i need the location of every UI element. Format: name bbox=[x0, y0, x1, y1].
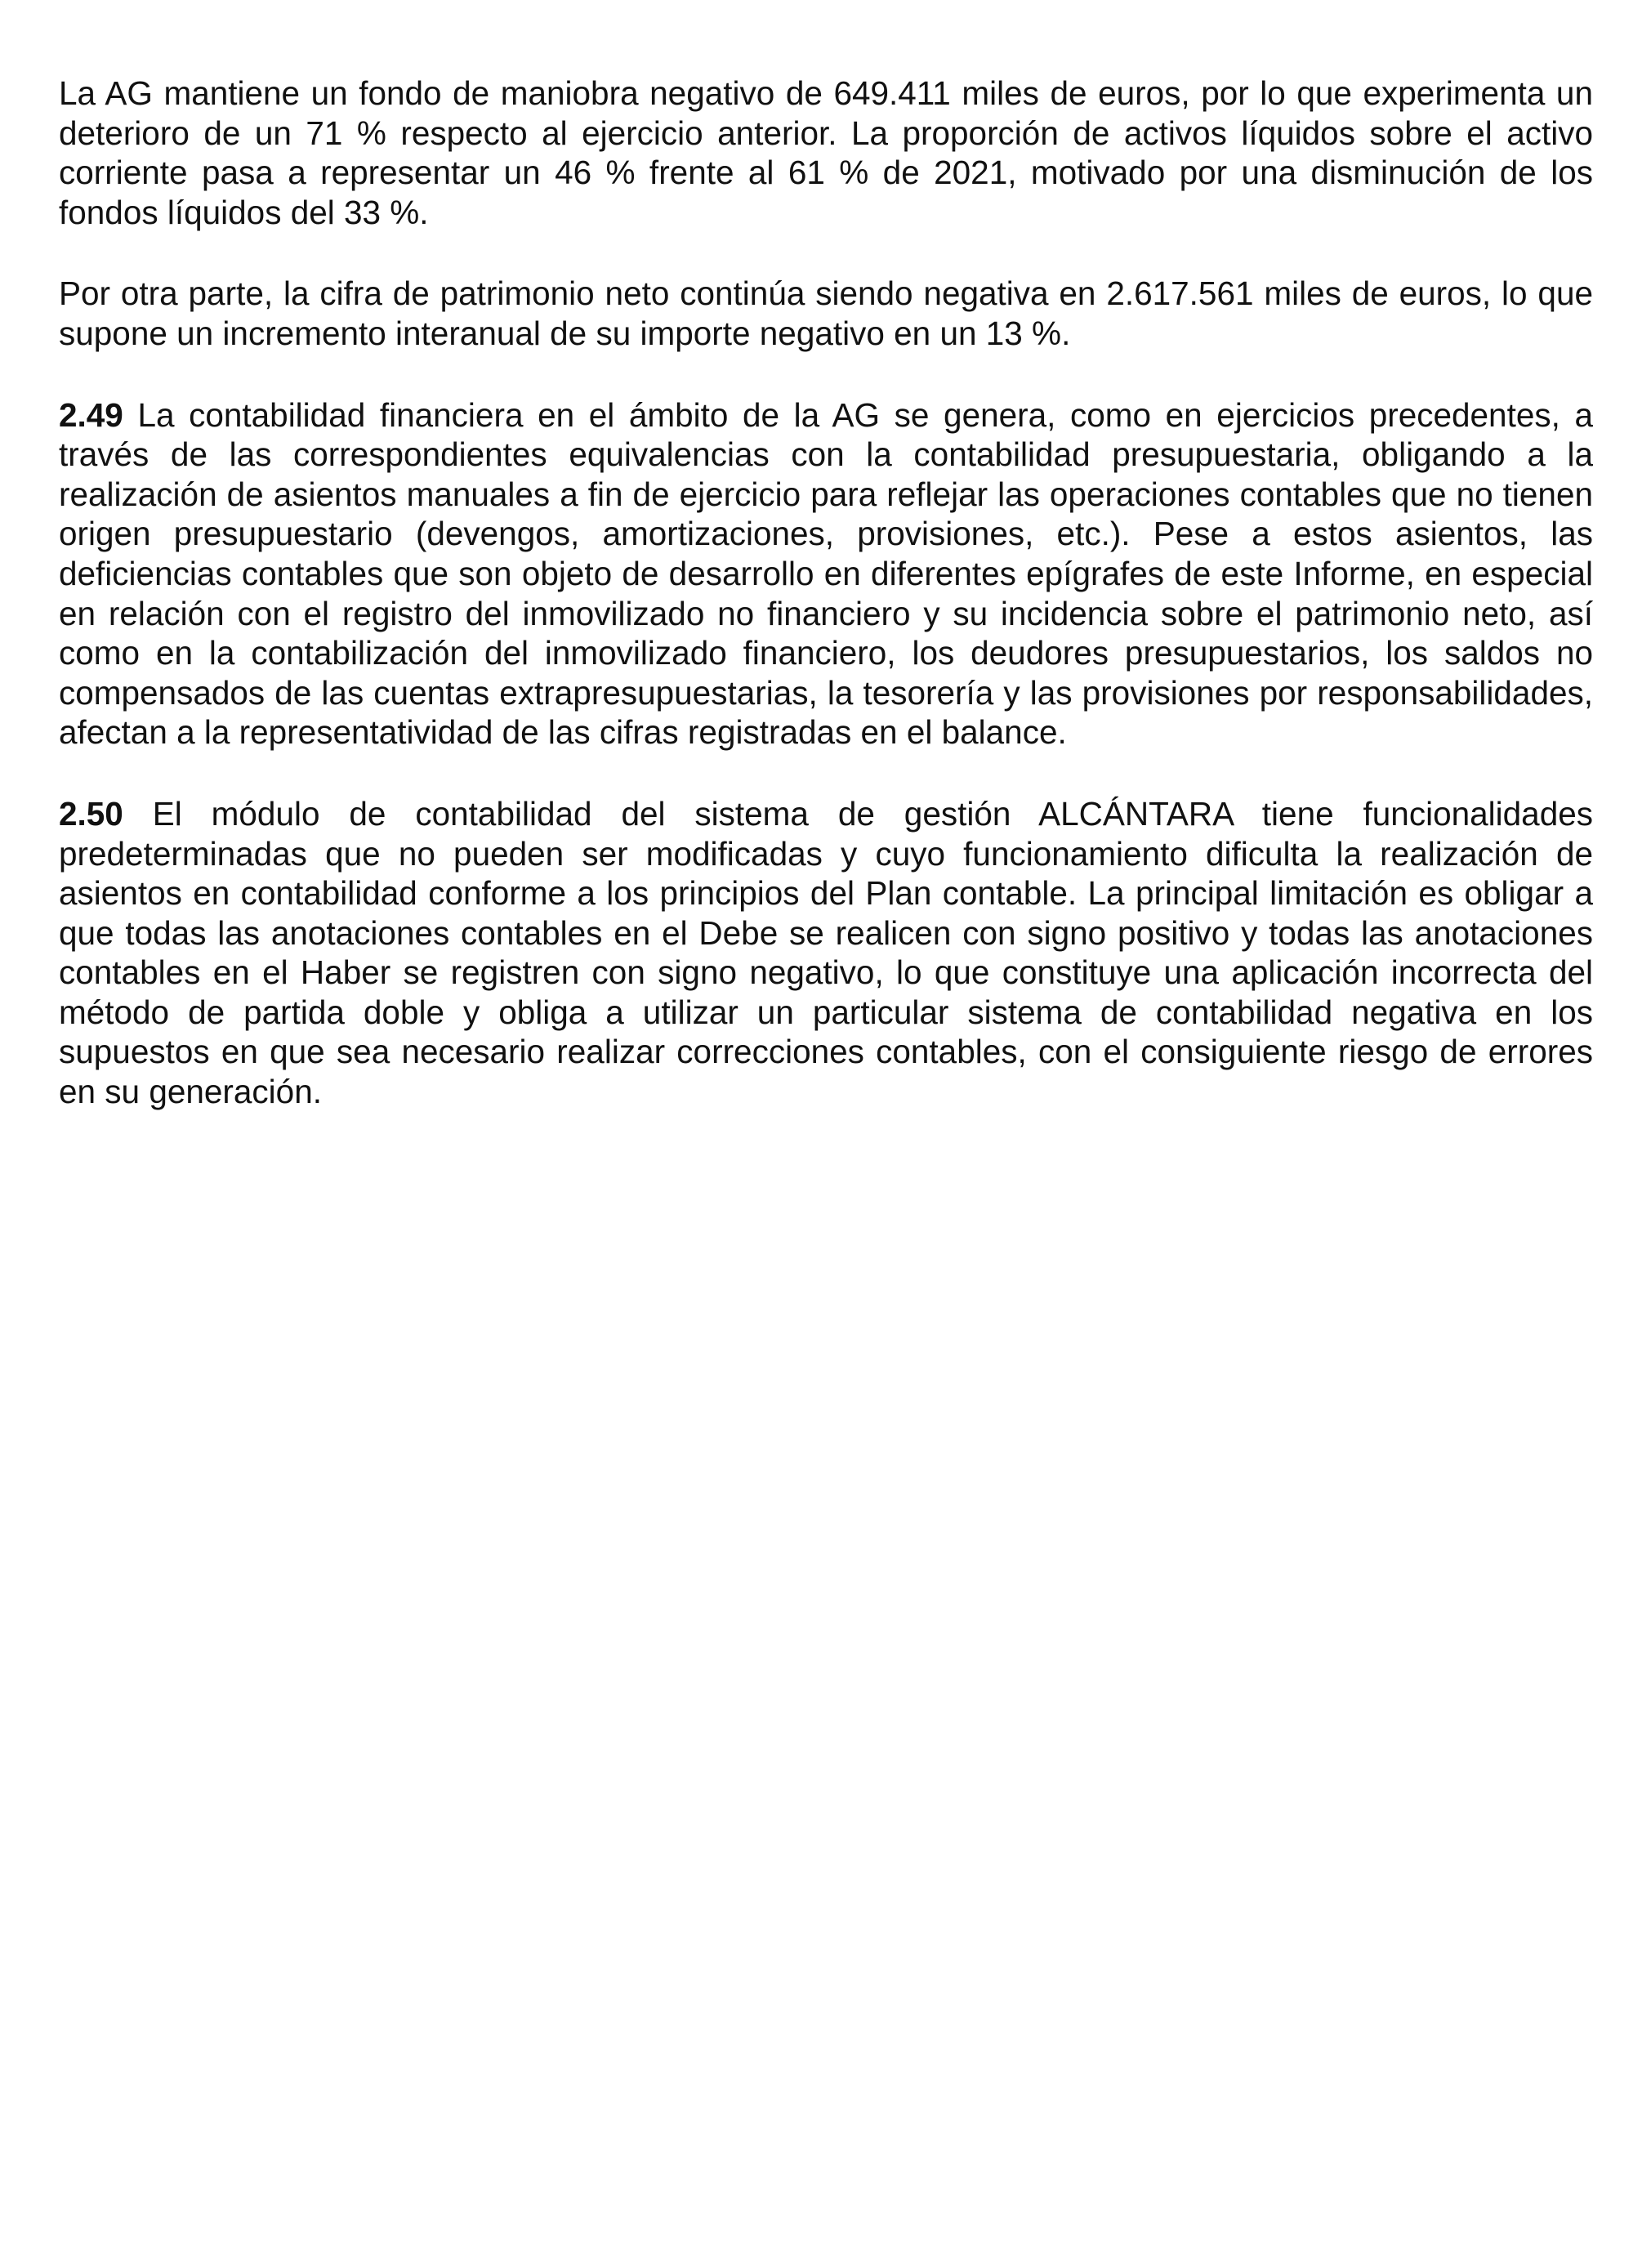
paragraph-number: 2.50 bbox=[59, 794, 123, 833]
paragraph-fondo-maniobra bbox=[59, 74, 1593, 232]
paragraph-text: La AG mantiene un fondo de maniobra negativo de 649.411 miles de euros, por lo que experimenta un deterioro de un 71 % respecto al ejercicio anterior. La proporción de activos líquidos sobre el activo corriente pasa a representar un 46 % frente al 61 % de 2021, motivado por una disminución de los fondos líquidos del 33 %. bbox=[59, 74, 1593, 231]
paragraph-patrimonio-neto bbox=[59, 274, 1593, 353]
paragraph-text: Por otra parte, la cifra de patrimonio neto continúa siendo negativa en 2.617.561 miles de euros, lo que supone un incremento interanual de su importe negativo en un 13 %. bbox=[59, 275, 1593, 352]
paragraph-text: El módulo de contabilidad del sistema de gestión ALCÁNTARA tiene funcionalidades predeterminadas que no pueden ser modificadas y cuyo funcionamiento dificulta la realización de asientos en contabilidad conforme a los principios del Plan contable. La principal limitación es obligar a que todas las anotaciones contables en el Debe se realicen con signo positivo y todas las anotaciones contables en el Haber se registren con signo negativo, lo que constituye una aplicación incorrecta del método de partida doble y obliga a utilizar un particular sistema de contabilidad negativa en los supuestos en que sea necesario realizar correcciones contables, con el consiguiente riesgo de errores en su generación. bbox=[59, 794, 1593, 1111]
paragraph-2-50 bbox=[59, 794, 1593, 1112]
paragraph-text: La contabilidad financiera en el ámbito de la AG se genera, como en ejercicios precedentes, a través de las correspondientes equivalencias con la contabilidad presupuestaria, obligando a la realización de asientos manuales a fin de ejercicio para reflejar las operaciones contables que no tienen origen presupuestario (devengos, amortizaciones, provisiones, etc.). Pese a estos asientos, las deficiencias contables que son objeto de desarrollo en diferentes epígrafes de este Informe, en especial en relación con el registro del inmovilizado no financiero y su incidencia sobre el patrimonio neto, así como en la contabilización del inmovilizado financiero, los deudores presupuestarios, los saldos no compensados de las cuentas extrapresupuestarias, la tesorería y las provisiones por responsabilidades, afectan a la representatividad de las cifras registradas en el balance. bbox=[59, 395, 1593, 752]
paragraph-number: 2.49 bbox=[59, 395, 123, 434]
document-page bbox=[59, 74, 1593, 1154]
paragraph-2-49 bbox=[59, 395, 1593, 752]
